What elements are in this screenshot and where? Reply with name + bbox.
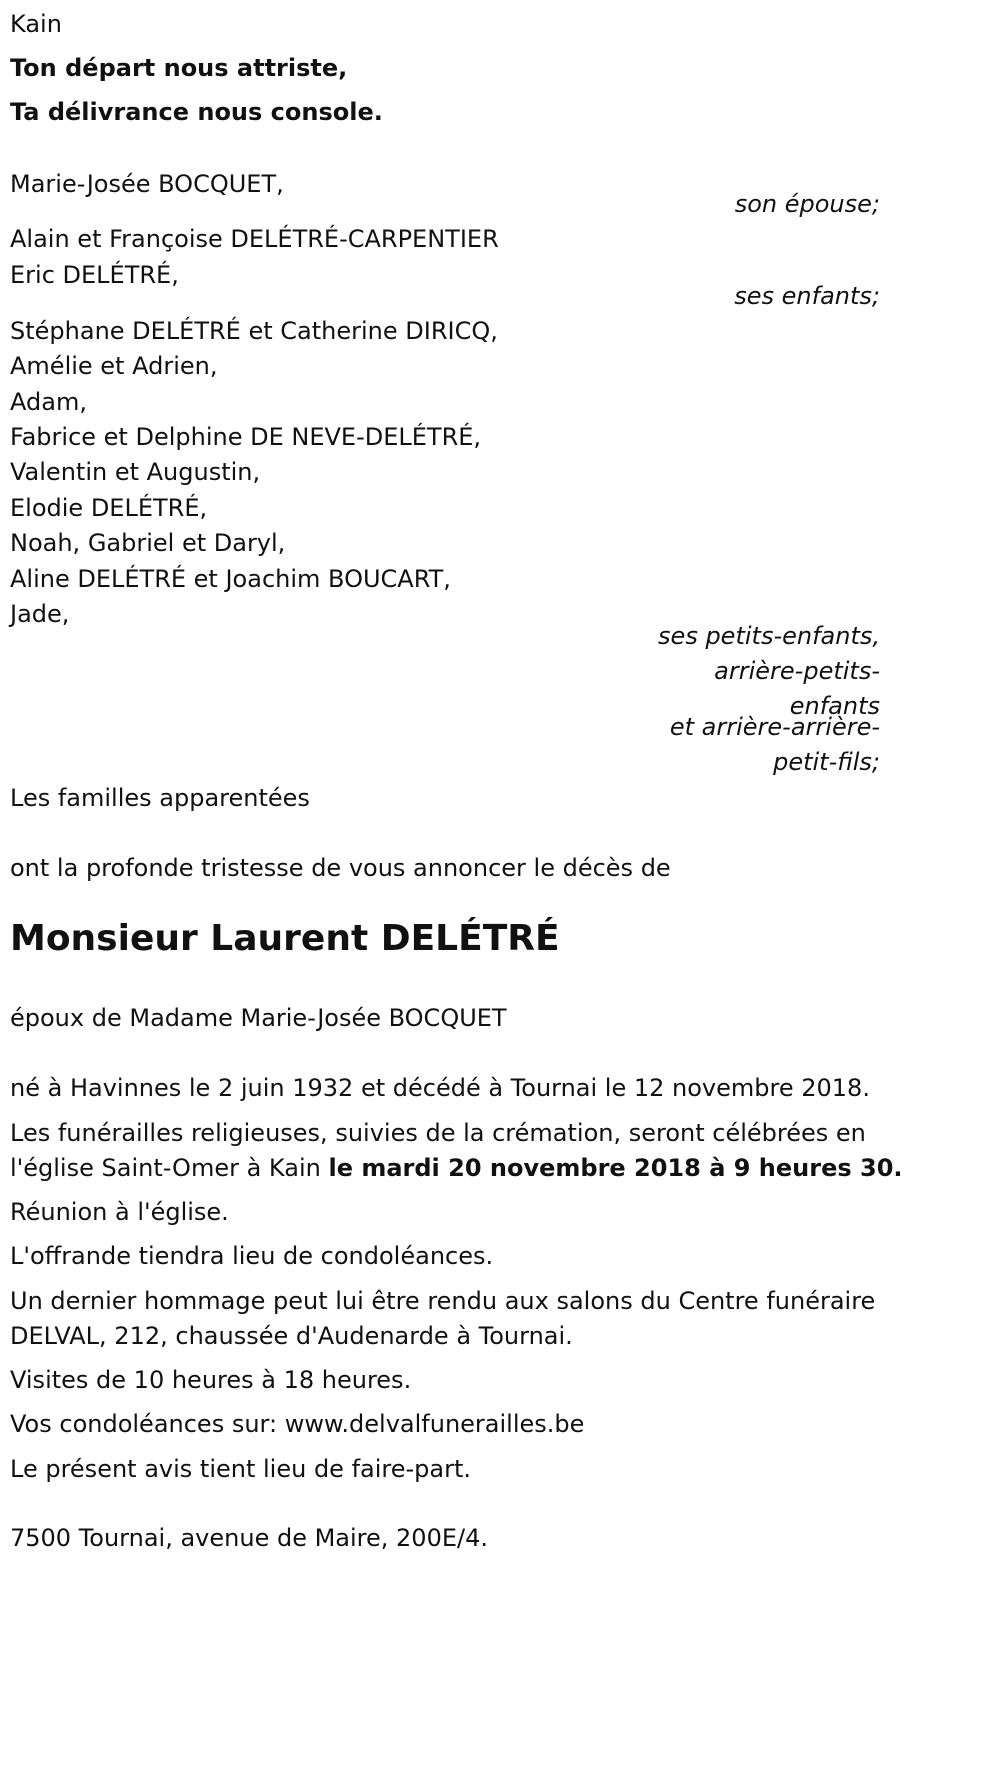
condolences-line: [10, 1412, 584, 1436]
notice-line: Le présent avis tient lieu de faire-part.: [10, 1455, 472, 1483]
grandchild-name: Adam,: [10, 388, 87, 416]
condolences-link[interactable]: www.delvalfunerailles.be: [284, 1410, 585, 1438]
birth-death-line: né à Havinnes le 2 juin 1932 et décédé à Tournai le 12 novembre 2018.: [10, 1074, 870, 1102]
funeral-line-1: Les funérailles religieuses, suivies de la crémation, seront célébrées en: [10, 1119, 866, 1147]
grandchild-name: Valentin et Augustin,: [10, 458, 261, 486]
meeting-line: Réunion à l'église.: [10, 1198, 229, 1226]
child-name: Alain et Françoise DELÉTRÉ-CARPENTIER: [10, 225, 499, 253]
grandchildren-role: ses petits-enfants,: [658, 622, 880, 650]
funeral-location: l'église Saint-Omer à Kain: [10, 1154, 321, 1182]
grandchildren-role: et arrière-arrière-: [669, 713, 880, 741]
grandchild-name: Amélie et Adrien,: [10, 352, 218, 380]
grandchild-name: Fabrice et Delphine DE NEVE-DELÉTRÉ,: [10, 423, 482, 451]
spouse-name: Marie-Josée BOCQUET,: [10, 170, 284, 198]
grandchild-name: Elodie DELÉTRÉ,: [10, 494, 208, 522]
grandchildren-role: petit-fils;: [773, 748, 880, 776]
visits-line: Visites de 10 heures à 18 heures.: [10, 1366, 412, 1394]
spouse-role: son épouse;: [734, 190, 880, 218]
grandchildren-role: arrière-petits-: [714, 657, 880, 685]
child-name: Eric DELÉTRÉ,: [10, 261, 179, 289]
quote-line-2: Ta délivrance nous console.: [10, 98, 383, 126]
location-header: Kain: [10, 10, 62, 38]
address-line: 7500 Tournai, avenue de Maire, 200E/4.: [10, 1524, 488, 1552]
grandchild-name: Aline DELÉTRÉ et Joachim BOUCART,: [10, 565, 451, 593]
tribute-line-2: DELVAL, 212, chaussée d'Audenarde à Tournai.: [10, 1322, 573, 1350]
deceased-name: Monsieur Laurent DELÉTRÉ: [10, 918, 560, 959]
relatives-line: Les familles apparentées: [10, 784, 310, 812]
children-role: ses enfants;: [734, 282, 880, 310]
tribute-line-1: Un dernier hommage peut lui être rendu aux salons du Centre funéraire: [10, 1287, 876, 1315]
funeral-date: le mardi 20 novembre 2018 à 9 heures 30.: [328, 1154, 903, 1182]
offering-line: L'offrande tiendra lieu de condoléances.: [10, 1242, 494, 1270]
announcement-line: ont la profonde tristesse de vous annoncer le décès de: [10, 854, 671, 882]
grandchild-name: Stéphane DELÉTRÉ et Catherine DIRICQ,: [10, 317, 498, 345]
spouse-of-line: époux de Madame Marie-Josée BOCQUET: [10, 1004, 507, 1032]
funeral-line-2: [10, 1156, 903, 1180]
condolences-label: Vos condoléances sur:: [10, 1410, 278, 1438]
quote-line-1: Ton départ nous attriste,: [10, 54, 348, 82]
grandchild-name: Noah, Gabriel et Daryl,: [10, 529, 286, 557]
grandchildren-role: enfants: [789, 692, 880, 720]
grandchild-name: Jade,: [10, 600, 70, 628]
